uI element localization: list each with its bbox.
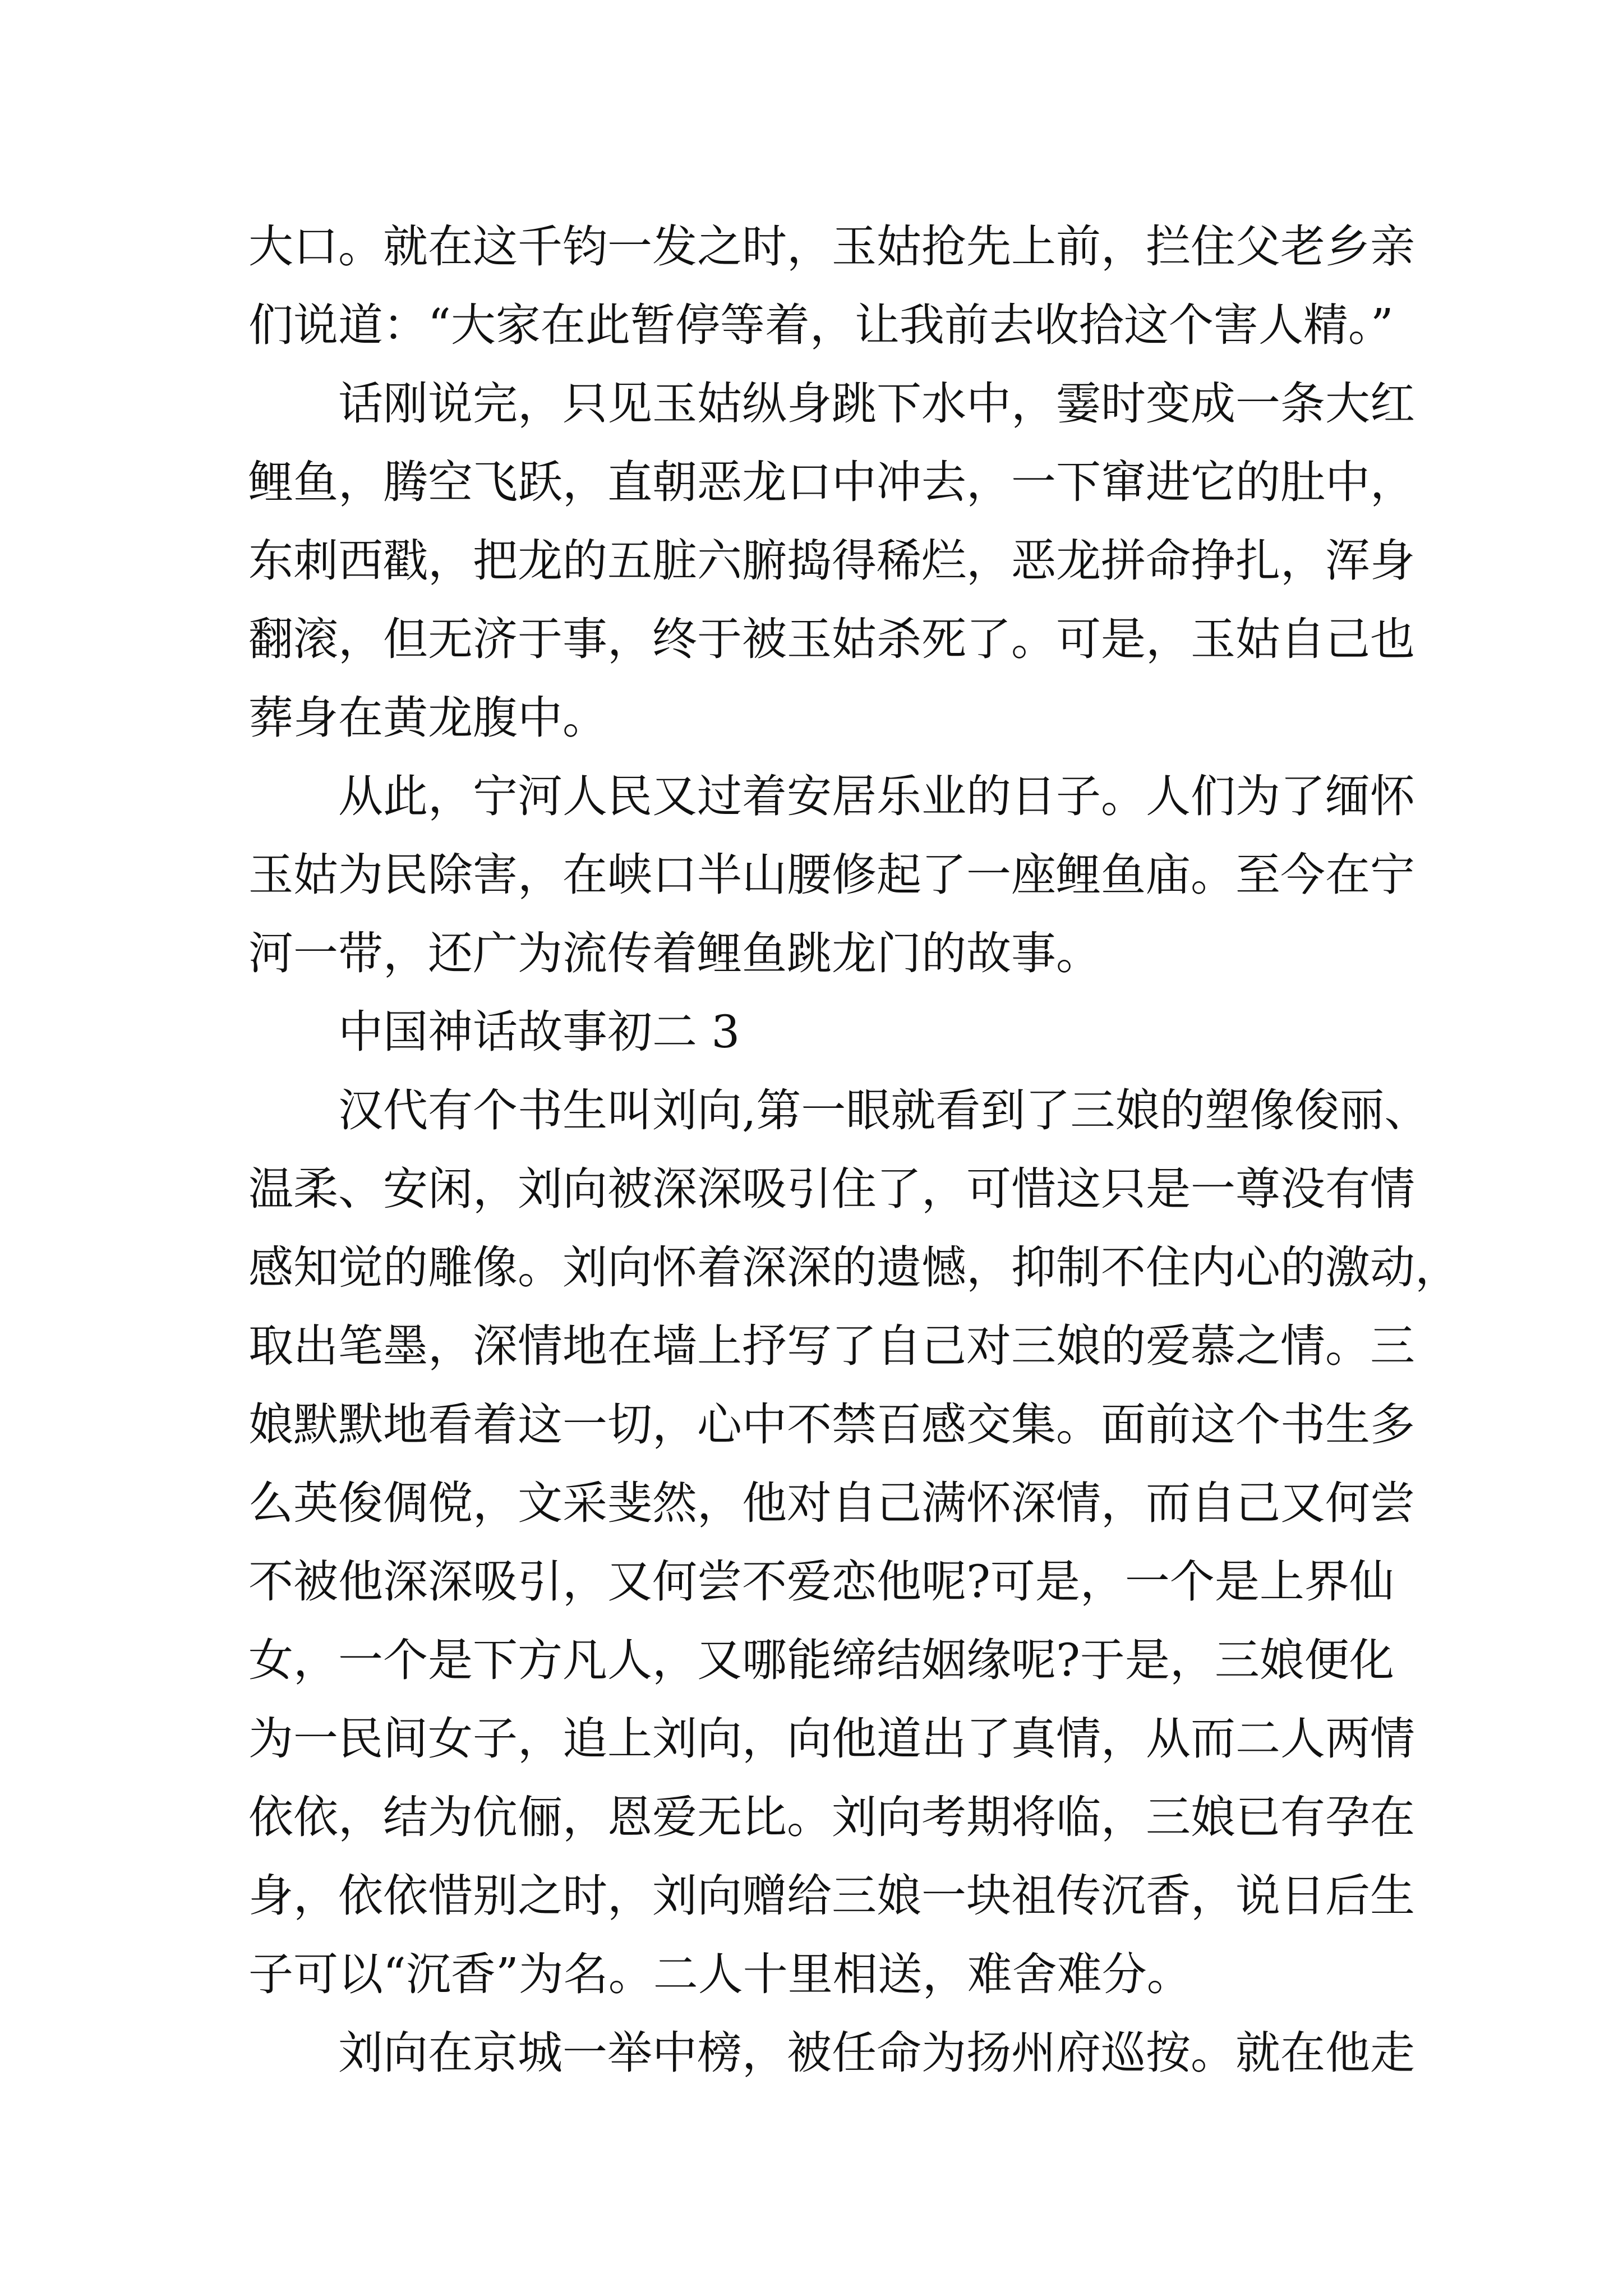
text-line: 们说道：“大家在此暂停等着，让我前去收拾这个害人精。” bbox=[248, 299, 1394, 351]
text-line: 河一带，还广为流传着鲤鱼跳龙门的故事。 bbox=[248, 927, 1101, 979]
text-line: 大口。就在这千钧一发之时，玉姑抢先上前，拦住父老乡亲 bbox=[248, 220, 1415, 273]
text-line: 女，一个是下方凡人，又哪能缔结姻缘呢?于是，三娘便化 bbox=[248, 1634, 1394, 1686]
text-line: 东刺西戳，把龙的五脏六腑捣得稀烂，恶龙拼命挣扎，浑身 bbox=[248, 535, 1415, 587]
text-line: 汉代有个书生叫刘向,第一眼就看到了三娘的塑像俊丽、 bbox=[338, 1084, 1430, 1137]
text-line: 依依，结为伉俪，恩爱无比。刘向考期将临，三娘已有孕在 bbox=[248, 1791, 1415, 1843]
text-line: 么英俊倜傥，文采斐然，他对自己满怀深情，而自己又何尝 bbox=[248, 1477, 1415, 1529]
text-line: 鲤鱼，腾空飞跃，直朝恶龙口中冲去，一下窜进它的肚中， bbox=[248, 456, 1415, 508]
text-line: 感知觉的雕像。刘向怀着深深的遗憾，抑制不住内心的激动， bbox=[248, 1241, 1460, 1294]
text-line: 子可以“沉香”为名。二人十里相送，难舍难分。 bbox=[248, 1948, 1192, 2000]
text-line: 娘默默地看着这一切，心中不禁百感交集。面前这个书生多 bbox=[248, 1398, 1415, 1451]
text-line: 刘向在京城一举中榜，被任命为扬州府巡按。就在他走 bbox=[338, 2027, 1415, 2079]
text-line: 翻滚，但无济于事，终于被玉姑杀死了。可是，玉姑自己也 bbox=[248, 613, 1415, 665]
text-line: 玉姑为民除害，在峡口半山腰修起了一座鲤鱼庙。至今在宁 bbox=[248, 849, 1415, 901]
text-line: 为一民间女子，追上刘向，向他道出了真情，从而二人两情 bbox=[248, 1713, 1415, 1765]
text-line: 从此，宁河人民又过着安居乐业的日子。人们为了缅怀 bbox=[338, 770, 1415, 822]
text-line: 葬身在黄龙腹中。 bbox=[248, 692, 607, 744]
text-line: 话刚说完，只见玉姑纵身跳下水中，霎时变成一条大红 bbox=[338, 378, 1415, 430]
text-line: 温柔、安闲，刘向被深深吸引住了，可惜这只是一尊没有情 bbox=[248, 1163, 1415, 1215]
text-line: 身，依依惜别之时，刘向赠给三娘一块祖传沉香，说日后生 bbox=[248, 1870, 1415, 1922]
text-line: 不被他深深吸引，又何尝不爱恋他呢?可是，一个是上界仙 bbox=[248, 1556, 1394, 1608]
text-line: 取出笔墨，深情地在墙上抒写了自己对三娘的爱慕之情。三 bbox=[248, 1320, 1415, 1372]
section-heading: 中国神话故事初二 3 bbox=[338, 1006, 740, 1058]
document-body bbox=[248, 208, 1460, 2092]
